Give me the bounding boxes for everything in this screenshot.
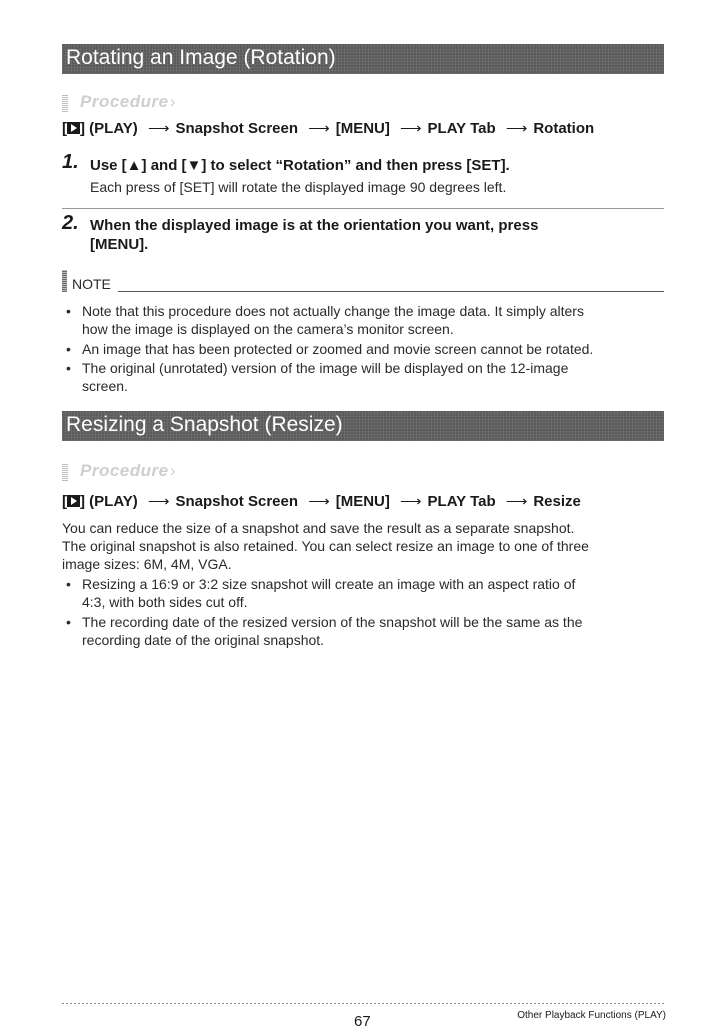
body-line: image sizes: 6M, 4M, VGA. — [62, 556, 232, 572]
play-icon — [67, 122, 80, 134]
path-play-label: ] (PLAY) — [80, 120, 138, 137]
section-banner-rotation — [62, 44, 664, 74]
step-detail: Each press of [SET] will rotate the displayed image 90 degrees left. — [90, 179, 507, 195]
step-number: 1. — [62, 151, 79, 173]
section-banner-resize — [62, 411, 664, 441]
right-arrow-icon: ⟶ — [147, 120, 170, 137]
procedure-bar — [62, 94, 68, 112]
bullet-item: • Resizing a 16:9 or 3:2 size snapshot will create an image with an aspect ratio of 4:3, with both sides cut off. — [66, 576, 576, 610]
divider — [62, 208, 664, 209]
step-number: 2. — [62, 212, 79, 234]
right-arrow-icon: ⟶ — [147, 493, 170, 510]
procedure-label: Procedure — [80, 461, 169, 480]
bullet-line: The recording date of the resized version of the snapshot will be the same as the — [82, 614, 583, 630]
right-arrow-icon: ⟶ — [400, 493, 422, 510]
section-title: Resizing a Snapshot (Resize) — [66, 413, 343, 436]
path-step: Rotation — [533, 120, 595, 137]
path-step: Snapshot Screen — [175, 493, 299, 510]
note-item: • An image that has been protected or zoomed and movie screen cannot be rotated. — [66, 341, 594, 357]
note-line: Note that this procedure does not actually change the image data. It simply alters — [82, 303, 584, 319]
right-arrow-icon: ⟶ — [400, 120, 422, 137]
note-item: • The original (unrotated) version of the image will be displayed on the 12-image screen. — [66, 360, 569, 394]
note-line: screen. — [82, 378, 128, 394]
right-arrow-icon: ⟶ — [308, 493, 330, 510]
note-line: An image that has been protected or zoomed and movie screen cannot be rotated. — [82, 341, 594, 357]
section-title: Rotating an Image (Rotation) — [66, 46, 336, 69]
path-step: [MENU] — [335, 120, 390, 137]
step-instruction-line: When the displayed image is at the orientation you want, press — [90, 217, 539, 234]
page-number: 67 — [354, 1013, 371, 1030]
path-step: Resize — [533, 493, 581, 510]
body-line: The original snapshot is also retained. You can select resize an image to one of three — [62, 538, 589, 554]
menu-path: [ ] (PLAY) ⟶ Snapshot Screen ⟶ [MENU] ⟶ PLAY Tab ⟶ Rotation — [62, 120, 595, 137]
right-arrow-icon: ⟶ — [505, 120, 528, 137]
bullet-line: Resizing a 16:9 or 3:2 size snapshot will create an image with an aspect ratio of — [82, 576, 576, 592]
path-step: Snapshot Screen — [175, 120, 299, 137]
note-label: NOTE — [72, 276, 111, 292]
right-arrow-icon: ⟶ — [308, 120, 330, 137]
step-instruction-line: [MENU]. — [90, 236, 149, 253]
path-play-label: ] (PLAY) — [80, 493, 138, 510]
right-arrow-icon: ⟶ — [505, 493, 528, 510]
path-step: PLAY Tab — [427, 493, 496, 510]
step-instruction: Use [▲] and [▼] to select “Rotation” and then press [SET]. — [90, 157, 510, 174]
step-instruction — [90, 216, 664, 254]
procedure-marker — [62, 461, 222, 483]
procedure-label: Procedure — [80, 92, 169, 111]
path-step: PLAY Tab — [427, 120, 496, 137]
body-paragraph — [62, 519, 666, 573]
note-line: The original (unrotated) version of the image will be displayed on the 12-image — [82, 360, 569, 376]
bullet-item: • The recording date of the resized version of the snapshot will be the same as the recording date of the original snapshot. — [66, 614, 583, 648]
note-line: how the image is displayed on the camera’s monitor screen. — [82, 321, 454, 337]
body-line: You can reduce the size of a snapshot and save the result as a separate snapshot. — [62, 520, 575, 536]
bullet-line: recording date of the original snapshot. — [82, 632, 325, 648]
play-icon — [67, 495, 80, 507]
bullet-line: 4:3, with both sides cut off. — [82, 594, 248, 610]
procedure-chevron-icon: › — [170, 461, 176, 480]
footer-rule — [62, 1003, 664, 1004]
path-step: [MENU] — [335, 493, 390, 510]
procedure-chevron-icon: › — [170, 92, 176, 111]
procedure-bar — [62, 463, 68, 481]
note-rule — [118, 291, 664, 292]
procedure-marker — [62, 92, 222, 114]
menu-path: [ ] (PLAY) ⟶ Snapshot Screen ⟶ [MENU] ⟶ PLAY Tab ⟶ Resize — [62, 493, 581, 510]
note-item: • Note that this procedure does not actually change the image data. It simply alters how the image is displayed on the camera’s monitor screen. — [66, 303, 584, 337]
note-marker — [62, 270, 67, 292]
footer-chapter: Other Playback Functions (PLAY) — [517, 1010, 666, 1021]
